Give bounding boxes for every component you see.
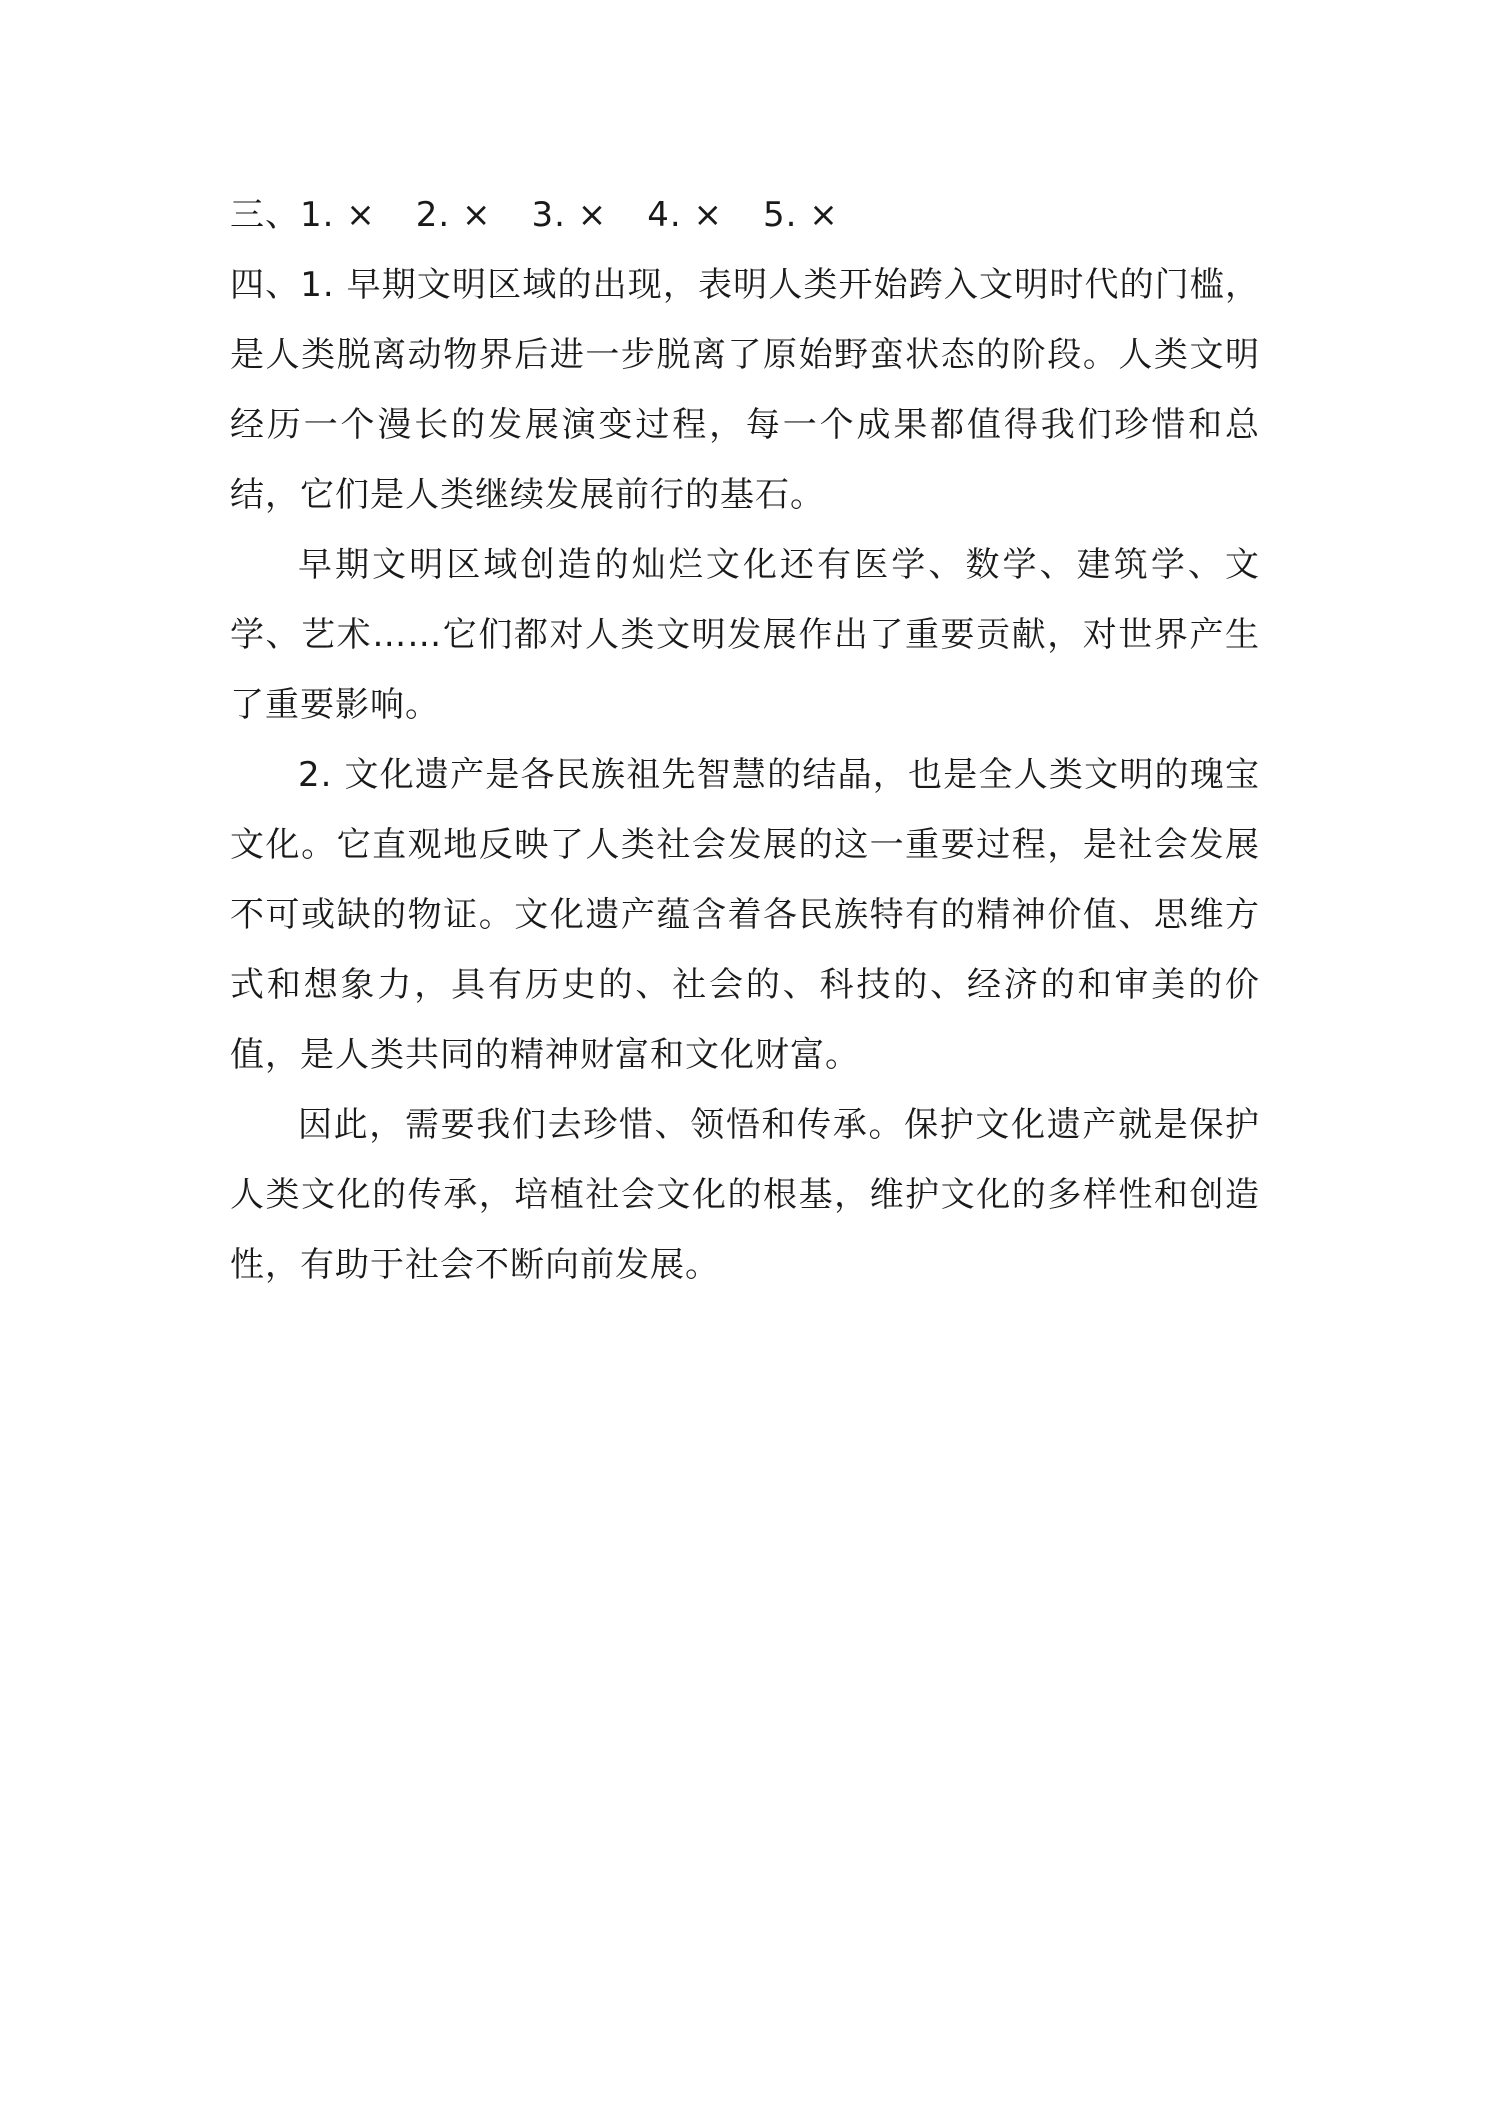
answer-item-2: 2. × — [415, 195, 492, 235]
answer-content — [230, 180, 1260, 1300]
paragraph-4-2-continued: 因此，需要我们去珍惜、领悟和传承。保护文化遗产就是保护人类文化的传承，培植社会文化的根基，维护文化的多样性和创造性，有助于社会不断向前发展。 — [230, 1105, 1260, 1285]
paragraph-4-2: 2. 文化遗产是各民族祖先智慧的结晶，也是全人类文明的瑰宝文化。它直观地反映了人类社会发展的这一重要过程，是社会发展不可或缺的物证。文化遗产蕴含着各民族特有的精神价值、思维方式和想象力，具有历史的、社会的、科技的、经济的和审美的价值，是人类共同的精神财富和文化财富。 — [230, 755, 1260, 1075]
paragraph-4-1-continued: 早期文明区域创造的灿烂文化还有医学、数学、建筑学、文学、艺术……它们都对人类文明发展作出了重要贡献，对世界产生了重要影响。 — [230, 545, 1260, 725]
answer-item-4: 4. × — [647, 195, 723, 235]
paragraph-4-1: 四、1. 早期文明区域的出现，表明人类开始跨入文明时代的门槛，是人类脱离动物界后进一步脱离了原始野蛮状态的阶段。人类文明经历一个漫长的发展演变过程，每一个成果都值得我们珍惜和总结，它们是人类继续发展前行的基石。 — [230, 265, 1260, 515]
answer-item-3: 3. × — [531, 195, 608, 235]
section-3-prefix: 三、 — [230, 195, 300, 235]
answer-item-5: 5. × — [763, 195, 839, 235]
section-3-answers — [230, 180, 1260, 250]
answer-item-1: 1. × — [300, 195, 376, 235]
